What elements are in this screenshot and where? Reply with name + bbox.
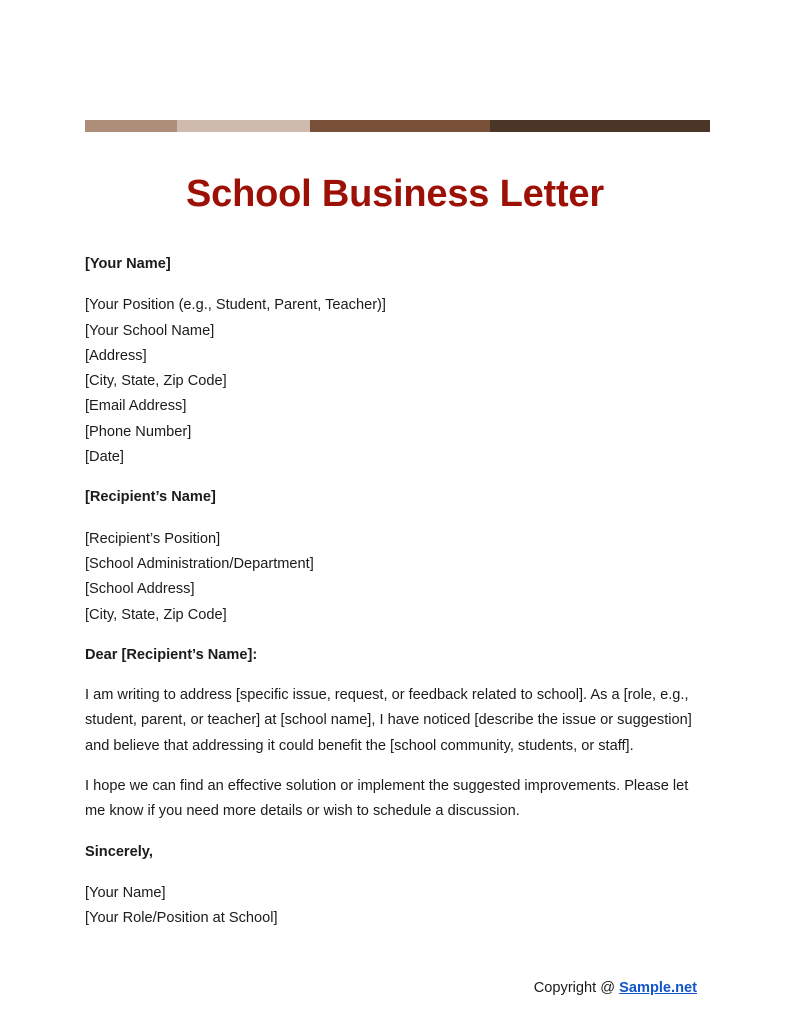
signature-name: [Your Name] — [85, 884, 166, 901]
body-paragraph-1: I am writing to address [specific issue, request, or feedback related to school]. As a [role, e.g., student, parent, or teacher] at [school name], I have noticed [describe the issue or suggestion] and believe that addressing it could benefit the [school community, students, or staff]. — [85, 687, 692, 754]
sender-position: [Your Position (e.g., Student, Parent, Teacher)] — [85, 297, 386, 314]
footer — [85, 977, 697, 999]
decorative-rule-bar — [85, 120, 710, 132]
copyright-text: Copyright @ — [533, 980, 620, 996]
recipient-address: [School Address] — [85, 581, 195, 598]
rule-segment-2 — [177, 120, 310, 132]
sender-school: [Your School Name] — [85, 322, 215, 339]
rule-segment-1 — [85, 120, 177, 132]
spacer — [85, 470, 697, 485]
spacer — [85, 865, 697, 881]
recipient-block — [85, 485, 697, 627]
sender-email: [Email Address] — [85, 398, 187, 415]
sender-name: [Your Name] — [85, 256, 171, 272]
body-paragraph-2: I hope we can find an effective solution or implement the suggested improvements. Please let me know if you need more details or wish to schedule a discussion. — [85, 778, 689, 820]
closing-block — [85, 840, 697, 932]
recipient-name: [Recipient’s Name] — [85, 489, 216, 506]
rule-segment-3 — [310, 120, 490, 132]
salutation: Dear [Recipient’s Name]: — [85, 646, 258, 663]
spacer — [85, 668, 697, 683]
rule-segment-4 — [490, 120, 710, 132]
spacer — [85, 759, 697, 774]
sender-phone: [Phone Number] — [85, 423, 192, 440]
sender-city-state-zip: [City, State, Zip Code] — [85, 373, 227, 390]
page-title: School Business Letter — [186, 173, 604, 216]
spacer — [85, 825, 697, 840]
recipient-city-state-zip: [City, State, Zip Code] — [85, 606, 227, 623]
letter-date: [Date] — [85, 449, 124, 466]
recipient-position: [Recipient’s Position] — [85, 530, 221, 547]
signature-role: [Your Role/Position at School] — [85, 910, 278, 927]
valediction: Sincerely, — [85, 843, 153, 860]
letter-body — [85, 252, 697, 932]
sender-address: [Address] — [85, 347, 147, 364]
spacer — [85, 628, 697, 643]
sender-block — [85, 252, 697, 470]
sample-net-link[interactable]: Sample.net — [619, 980, 697, 996]
recipient-department: [School Administration/Department] — [85, 555, 314, 572]
spacer — [85, 277, 697, 293]
spacer — [85, 511, 697, 527]
